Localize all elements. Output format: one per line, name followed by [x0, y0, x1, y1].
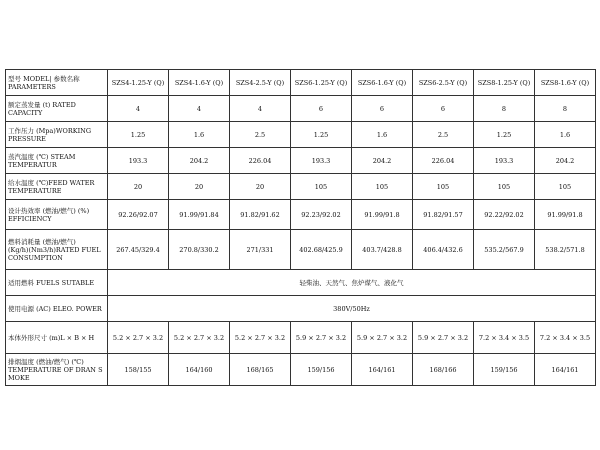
parameter-value-cell: 4 — [169, 96, 230, 122]
parameter-value-cell: 4 — [108, 96, 169, 122]
parameter-value-cell: 1.25 — [108, 122, 169, 148]
smoke-value-cell: 159/156 — [474, 354, 535, 386]
parameter-value-cell: 1.6 — [352, 122, 413, 148]
smoke-label-cell-line: 排烟温度 (燃油/燃气) (℃) — [8, 357, 84, 366]
parameter-value-cell: 4 — [230, 96, 291, 122]
parameter-value-cell: 193.3 — [108, 148, 169, 174]
parameter-label-cell — [6, 174, 108, 200]
parameter-value-cell: 91.99/91.84 — [169, 200, 230, 230]
model-header-cell: SZS8-1.6-Y (Q) — [535, 70, 596, 96]
power-row — [6, 296, 596, 322]
parameter-value-cell: 8 — [535, 96, 596, 122]
parameter-value-cell: 226.04 — [413, 148, 474, 174]
parameter-value-cell: 91.99/91.8 — [352, 200, 413, 230]
dimension-label-cell-line: 本体外形尺寸 (m)L × B × H — [8, 333, 95, 342]
parameter-value-cell: 105 — [352, 174, 413, 200]
parameter-value-cell: 270.8/330.2 — [169, 230, 230, 270]
header-row — [6, 70, 596, 96]
parameter-value-cell: 105 — [474, 174, 535, 200]
parameter-value-cell: 204.2 — [169, 148, 230, 174]
parameter-row — [6, 96, 596, 122]
smoke-value-cell: 164/161 — [352, 354, 413, 386]
fuel-label-cell-line: 适用燃料 FUELS SUTABLE — [8, 278, 95, 287]
dimension-value-cell: 7.2 × 3.4 × 3.5 — [535, 322, 596, 354]
parameter-value-cell: 1.25 — [291, 122, 352, 148]
smoke-value-cell: 159/156 — [291, 354, 352, 386]
parameter-value-cell: 267.45/329.4 — [108, 230, 169, 270]
parameter-label-cell-line: 设计热效率 (燃油/燃气) (%) — [8, 206, 90, 215]
boiler-spec-table — [5, 69, 596, 386]
parameter-label-cell-line: CONSUMPTION — [8, 253, 63, 262]
parameter-label-cell-line: 给水温度 (℃)FEED WATER — [8, 178, 95, 187]
parameter-value-cell: 92.22/92.02 — [474, 200, 535, 230]
model-header-cell: SZS6-1.6-Y (Q) — [352, 70, 413, 96]
header-label-cell — [6, 70, 108, 96]
parameter-value-cell: 2.5 — [413, 122, 474, 148]
dimension-value-cell: 7.2 × 3.4 × 3.5 — [474, 322, 535, 354]
parameter-value-cell: 92.23/92.02 — [291, 200, 352, 230]
model-header-cell: SZS6-2.5-Y (Q) — [413, 70, 474, 96]
header-label-cell-line: 型号 MODEL| 参数名称 — [8, 74, 80, 83]
parameter-value-cell: 6 — [291, 96, 352, 122]
parameter-value-cell: 193.3 — [291, 148, 352, 174]
model-header-cell: SZS4-2.5-Y (Q) — [230, 70, 291, 96]
parameter-value-cell: 193.3 — [474, 148, 535, 174]
parameter-row — [6, 174, 596, 200]
parameter-label-cell-line: PRESSURE — [8, 134, 46, 143]
parameter-value-cell: 92.26/92.07 — [108, 200, 169, 230]
parameter-value-cell: 91.82/91.62 — [230, 200, 291, 230]
parameter-label-cell-line: 工作压力 (Mpa)WORKING — [8, 126, 92, 135]
smoke-value-cell: 168/166 — [413, 354, 474, 386]
model-header-cell: SZS6-1.25-Y (Q) — [291, 70, 352, 96]
smoke-value-cell: 168/165 — [230, 354, 291, 386]
dimension-value-cell: 5.2 × 2.7 × 3.2 — [108, 322, 169, 354]
dimension-label-cell — [6, 322, 108, 354]
parameter-value-cell: 105 — [291, 174, 352, 200]
smoke-temperature-row — [6, 354, 596, 386]
parameter-label-cell-line: (Kg/h)(Nm3/h)RATED FUEL — [8, 245, 101, 254]
parameter-value-cell: 535.2/567.9 — [474, 230, 535, 270]
parameter-value-cell: 8 — [474, 96, 535, 122]
power-label-cell-line: 使用电源 (AC) ELEO. POWER — [8, 304, 102, 313]
smoke-value-cell: 164/161 — [535, 354, 596, 386]
dimension-value-cell: 5.2 × 2.7 × 3.2 — [230, 322, 291, 354]
parameter-value-cell: 403.7/428.8 — [352, 230, 413, 270]
model-header-cell: SZS4-1.6-Y (Q) — [169, 70, 230, 96]
parameter-value-cell: 402.68/425.9 — [291, 230, 352, 270]
parameter-label-cell-line: TEMPERATURE — [8, 186, 62, 195]
parameter-value-cell: 91.82/91.57 — [413, 200, 474, 230]
model-header-cell: SZS8-1.25-Y (Q) — [474, 70, 535, 96]
dimension-value-cell: 5.9 × 2.7 × 3.2 — [352, 322, 413, 354]
parameter-value-cell: 6 — [413, 96, 474, 122]
fuel-row — [6, 270, 596, 296]
parameter-value-cell: 226.04 — [230, 148, 291, 174]
parameter-value-cell: 105 — [535, 174, 596, 200]
dimension-value-cell: 5.2 × 2.7 × 3.2 — [169, 322, 230, 354]
parameter-row — [6, 122, 596, 148]
parameter-value-cell: 105 — [413, 174, 474, 200]
dimension-row — [6, 322, 596, 354]
smoke-value-cell: 158/155 — [108, 354, 169, 386]
parameter-label-cell-line: 蒸汽温度 (℃) STEAM — [8, 152, 76, 161]
parameter-label-cell — [6, 200, 108, 230]
parameter-value-cell: 1.6 — [169, 122, 230, 148]
parameter-value-cell: 6 — [352, 96, 413, 122]
parameter-label-cell-line: 燃料消耗量 (燃油/燃气) — [8, 237, 76, 246]
parameter-row — [6, 148, 596, 174]
fuel-label-cell — [6, 270, 108, 296]
smoke-value-cell: 164/160 — [169, 354, 230, 386]
parameter-value-cell: 1.25 — [474, 122, 535, 148]
parameter-row — [6, 230, 596, 270]
smoke-label-cell — [6, 354, 108, 386]
parameter-label-cell-line: TEMPERATUR — [8, 160, 57, 169]
parameter-value-cell: 2.5 — [230, 122, 291, 148]
parameter-label-cell-line: EFFICIENCY — [8, 214, 52, 223]
header-label-cell-line: PARAMETERS — [8, 82, 56, 91]
parameter-value-cell: 91.99/91.8 — [535, 200, 596, 230]
parameter-label-cell — [6, 122, 108, 148]
fuel-value-cell: 轻柴油、天然气、焦炉煤气、液化气 — [108, 270, 596, 296]
parameter-value-cell: 20 — [169, 174, 230, 200]
smoke-label-cell-line: TEMPERATURE OF DRAN SMOKE — [8, 365, 103, 382]
parameter-label-cell-line: CAPACITY — [8, 108, 43, 117]
parameter-value-cell: 20 — [230, 174, 291, 200]
dimension-value-cell: 5.9 × 2.7 × 3.2 — [413, 322, 474, 354]
parameter-label-cell — [6, 230, 108, 270]
dimension-value-cell: 5.9 × 2.7 × 3.2 — [291, 322, 352, 354]
parameter-value-cell: 204.2 — [535, 148, 596, 174]
parameter-value-cell: 20 — [108, 174, 169, 200]
parameter-label-cell — [6, 96, 108, 122]
power-label-cell — [6, 296, 108, 322]
parameter-value-cell: 204.2 — [352, 148, 413, 174]
parameter-label-cell — [6, 148, 108, 174]
spec-sheet — [5, 69, 595, 386]
parameter-value-cell: 406.4/432.6 — [413, 230, 474, 270]
parameter-label-cell-line: 额定蒸发量 (t) RATED — [8, 100, 76, 109]
parameter-value-cell: 538.2/571.8 — [535, 230, 596, 270]
model-header-cell: SZS4-1.25-Y (Q) — [108, 70, 169, 96]
parameter-row — [6, 200, 596, 230]
parameter-value-cell: 1.6 — [535, 122, 596, 148]
parameter-value-cell: 271/331 — [230, 230, 291, 270]
power-value-cell: 380V/50Hz — [108, 296, 596, 322]
